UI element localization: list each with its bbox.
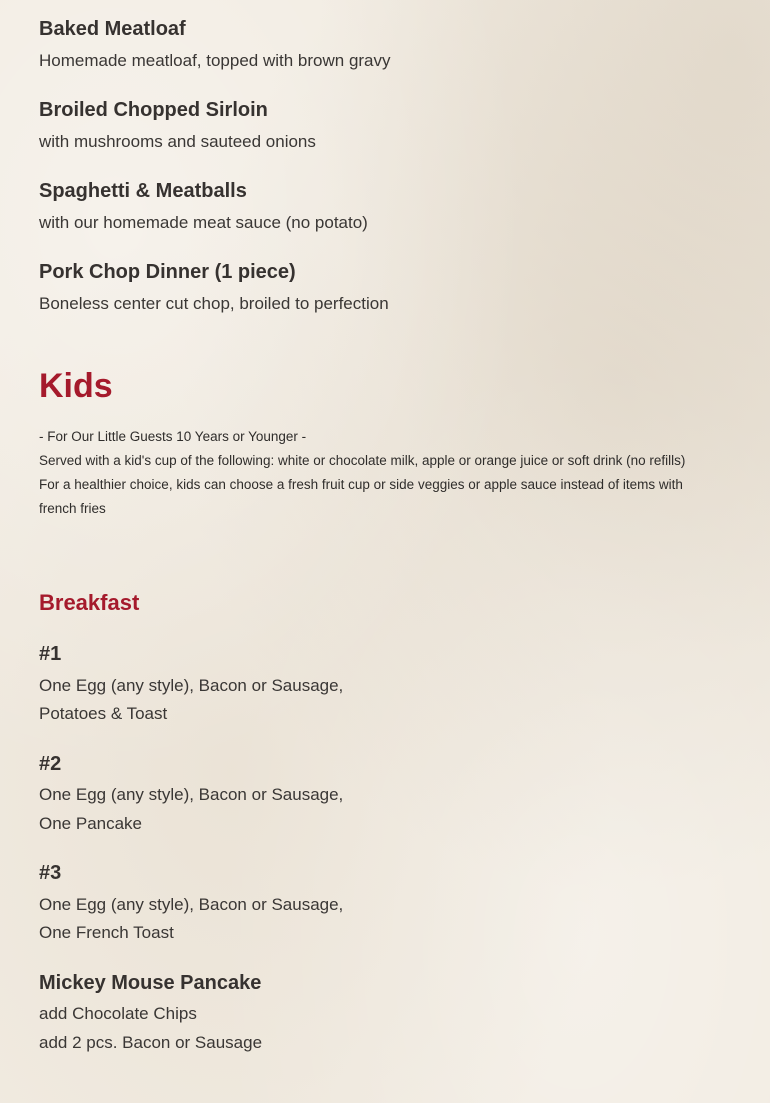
- section-title-breakfast: Breakfast: [39, 590, 140, 615]
- breakfast-item-line: One Egg (any style), Bacon or Sausage,: [39, 785, 344, 804]
- breakfast-item-line: One French Toast: [39, 923, 174, 942]
- item-title-broiled-chopped-sirloin: Broiled Chopped Sirloin: [39, 99, 268, 121]
- breakfast-item-title-3: #3: [39, 862, 62, 884]
- kids-note-age: - For Our Little Guests 10 Years or Younger -: [39, 429, 307, 444]
- breakfast-item-line: add Chocolate Chips: [39, 1004, 197, 1023]
- breakfast-item-title-mickey-mouse-pancake: Mickey Mouse Pancake: [39, 972, 262, 994]
- kids-notes: [39, 425, 719, 521]
- kids-note-drinks: Served with a kid's cup of the following: white or chocolate milk, apple or orange juice or soft drink (no refills): [39, 453, 686, 468]
- breakfast-item-title-1: #1: [39, 643, 62, 665]
- item-title-spaghetti-meatballs: Spaghetti & Meatballs: [39, 180, 247, 202]
- breakfast-item-line: Potatoes & Toast: [39, 704, 168, 723]
- item-title-baked-meatloaf: Baked Meatloaf: [39, 18, 186, 40]
- breakfast-item-line: One Pancake: [39, 814, 143, 833]
- item-description-baked-meatloaf: Homemade meatloaf, topped with brown gravy: [39, 51, 391, 70]
- item-title-pork-chop-dinner: Pork Chop Dinner (1 piece): [39, 261, 296, 283]
- item-description-pork-chop-dinner: Boneless center cut chop, broiled to perfection: [39, 294, 389, 313]
- section-title-kids: Kids: [39, 367, 113, 405]
- breakfast-item-line: One Egg (any style), Bacon or Sausage,: [39, 676, 344, 695]
- kids-note-healthy-choice: For a healthier choice, kids can choose a fresh fruit cup or side veggies or apple sauce instead of items with french fries: [39, 477, 683, 516]
- item-description-spaghetti-meatballs: with our homemade meat sauce (no potato): [39, 213, 368, 232]
- breakfast-item-line: One Egg (any style), Bacon or Sausage,: [39, 895, 344, 914]
- item-description-broiled-chopped-sirloin: with mushrooms and sauteed onions: [39, 132, 316, 151]
- breakfast-item-title-2: #2: [39, 753, 62, 775]
- breakfast-item-line: add 2 pcs. Bacon or Sausage: [39, 1033, 263, 1052]
